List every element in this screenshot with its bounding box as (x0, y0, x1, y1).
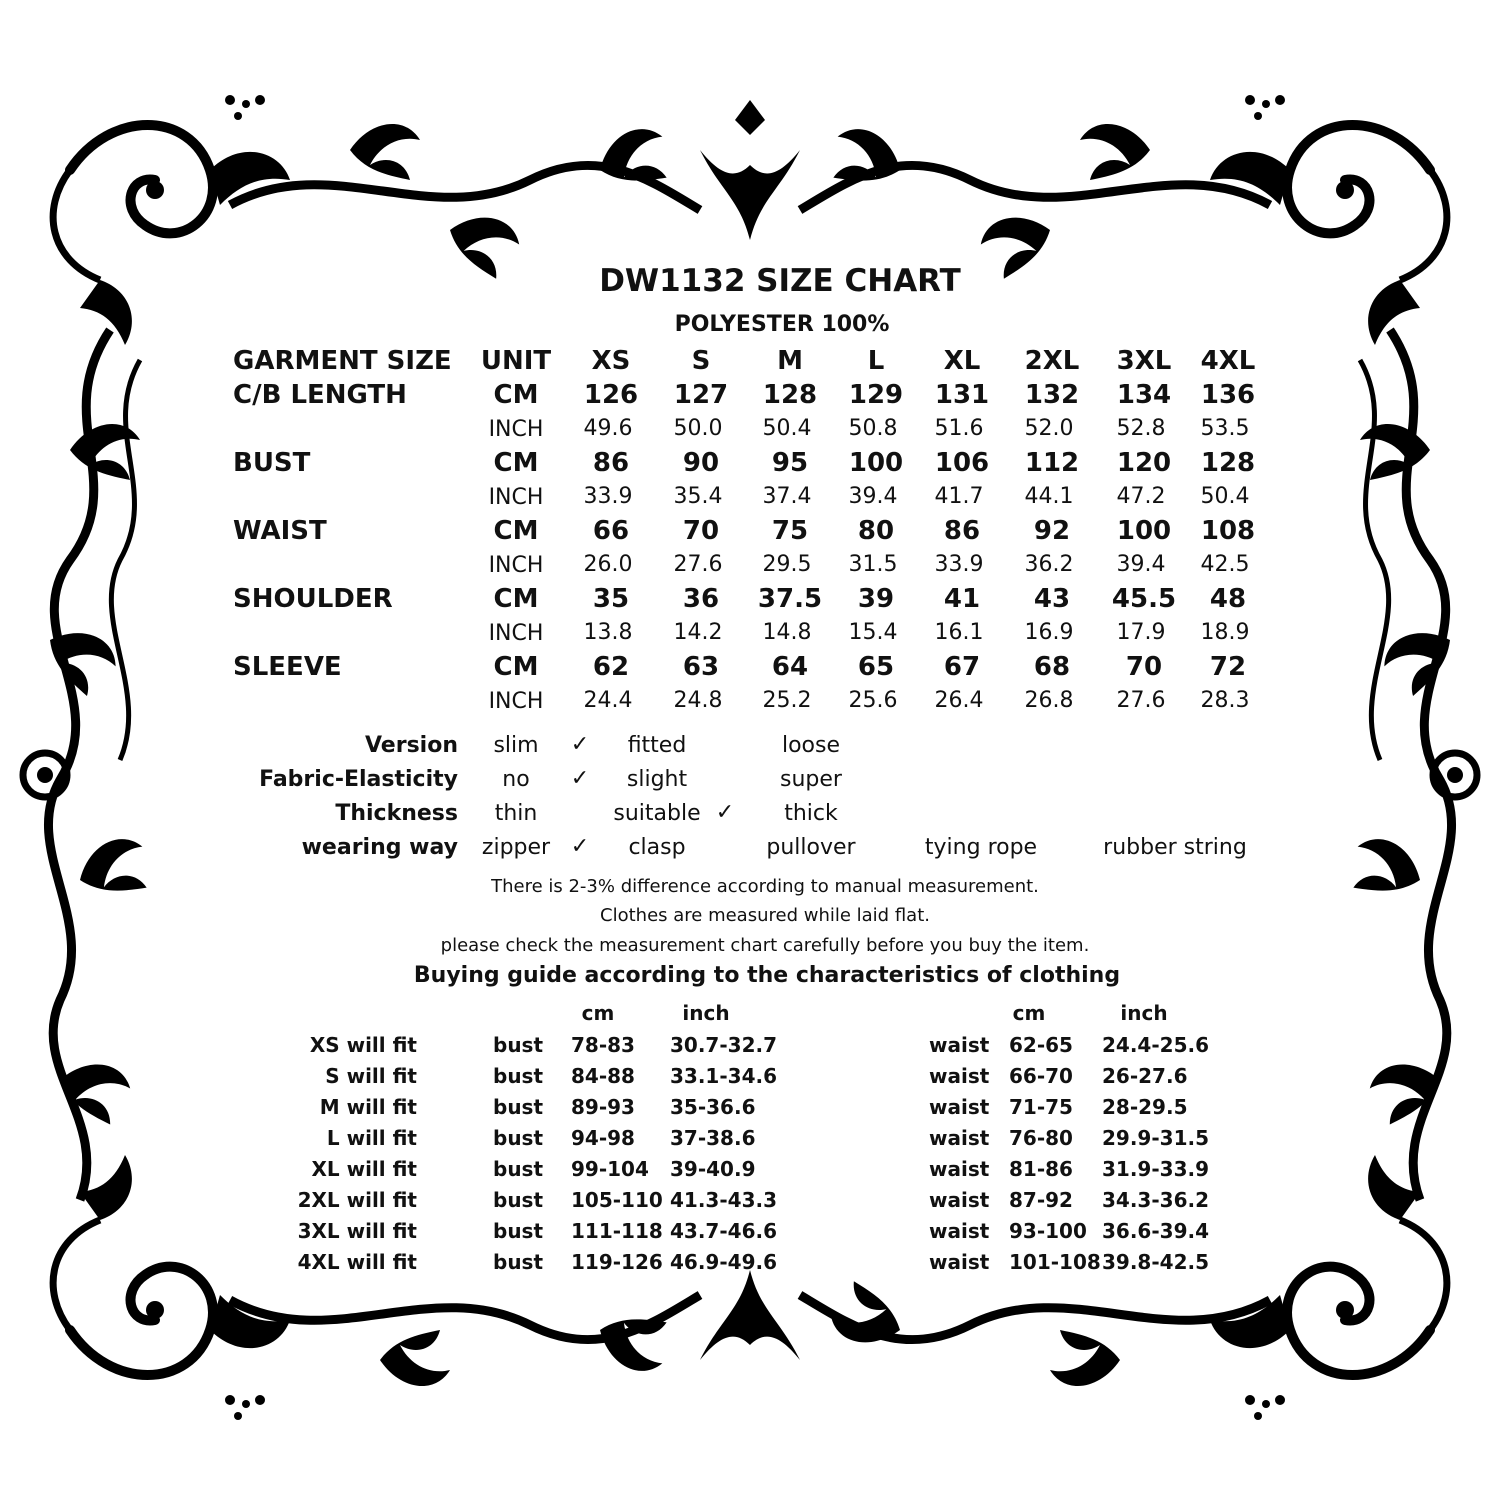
cm-value: 36 (682, 584, 720, 614)
inch-value: 36.2 (1024, 552, 1074, 577)
cm-value: 70 (1125, 652, 1163, 682)
cm-value: 70 (682, 516, 720, 546)
inch-value: 33.9 (934, 552, 984, 577)
size-col-header: 2XL (1024, 346, 1080, 376)
guide-bust-inch: 39-40.9 (670, 1157, 756, 1181)
inch-value: 52.0 (1024, 416, 1074, 441)
measure-label: BUST (233, 448, 311, 478)
inch-value: 47.2 (1116, 484, 1166, 509)
cm-value: 67 (943, 652, 981, 682)
cm-value: 112 (1024, 448, 1080, 478)
inch-value: 18.9 (1200, 620, 1250, 645)
guide-bust-inch: 37-38.6 (670, 1126, 756, 1150)
guide-bust-label: bust (493, 1126, 544, 1150)
guide-bust-cm: 119-126 (571, 1250, 663, 1274)
unit-inch: INCH (488, 417, 544, 442)
guide-size-label: XL will fit (311, 1157, 417, 1181)
guide-waist-inch: 29.9-31.5 (1102, 1126, 1209, 1150)
check-icon: ✓ (715, 800, 735, 825)
inch-value: 16.9 (1024, 620, 1074, 645)
cm-value: 100 (1116, 516, 1172, 546)
cm-value: 127 (673, 380, 729, 410)
inch-value: 26.0 (583, 552, 633, 577)
cm-value: 37.5 (757, 584, 823, 614)
inch-value: 24.4 (583, 688, 633, 713)
attribute-option: tying rope (924, 835, 1038, 860)
cm-value: 75 (771, 516, 809, 546)
guide-bust-inch: 43.7-46.6 (670, 1219, 777, 1243)
cm-value: 43 (1033, 584, 1071, 614)
attribute-option: suitable (613, 801, 701, 826)
attribute-option: thin (494, 801, 538, 826)
attribute-option: slim (493, 733, 539, 758)
guide-waist-label: waist (929, 1219, 990, 1243)
guide-waist-inch: 34.3-36.2 (1102, 1188, 1209, 1212)
cm-value: 128 (1200, 448, 1256, 478)
size-col-header: 4XL (1200, 346, 1256, 376)
guide-waist-cm: 76-80 (1009, 1126, 1073, 1150)
inch-value: 33.9 (583, 484, 633, 509)
inch-value: 26.8 (1024, 688, 1074, 713)
cm-value: 120 (1116, 448, 1172, 478)
cm-value: 134 (1116, 380, 1172, 410)
attribute-label: Fabric-Elasticity (259, 767, 458, 792)
guide-waist-inch: 24.4-25.6 (1102, 1033, 1209, 1057)
unit-cm: CM (493, 448, 539, 478)
size-col-header: XL (943, 346, 981, 376)
measure-label: WAIST (233, 516, 327, 546)
guide-bust-cm: 111-118 (571, 1219, 663, 1243)
guide-waist-cm: 93-100 (1009, 1219, 1087, 1243)
attribute-option: no (502, 767, 530, 792)
attribute-option: slight (626, 767, 688, 792)
note-line: Clothes are measured while laid flat. (600, 905, 930, 926)
guide-col-inch: inch (682, 1001, 730, 1025)
measure-label: C/B LENGTH (233, 380, 407, 410)
guide-size-label: 4XL will fit (297, 1250, 417, 1274)
guide-waist-label: waist (929, 1250, 990, 1274)
inch-value: 25.6 (848, 688, 898, 713)
attribute-label: Version (364, 733, 458, 758)
inch-value: 29.5 (762, 552, 812, 577)
unit-header: UNIT (480, 346, 552, 376)
cm-value: 86 (592, 448, 630, 478)
cm-value: 62 (592, 652, 630, 682)
guide-bust-label: bust (493, 1188, 544, 1212)
attribute-option: super (780, 767, 842, 792)
cm-value: 65 (857, 652, 895, 682)
attribute-label: wearing way (301, 835, 458, 860)
inch-value: 25.2 (762, 688, 812, 713)
inch-value: 51.6 (934, 416, 984, 441)
size-col-header: XS (591, 346, 631, 376)
cm-value: 129 (848, 380, 904, 410)
inch-value: 49.6 (583, 416, 633, 441)
attribute-option: fitted (627, 733, 687, 758)
guide-bust-cm: 84-88 (571, 1064, 635, 1088)
material-label: POLYESTER 100% (674, 312, 890, 337)
guide-waist-label: waist (929, 1188, 990, 1212)
cm-value: 35 (592, 584, 630, 614)
guide-size-label: M will fit (319, 1095, 417, 1119)
attribute-option: thick (784, 801, 838, 826)
inch-value: 24.8 (673, 688, 723, 713)
guide-waist-label: waist (929, 1157, 990, 1181)
unit-inch: INCH (488, 621, 544, 646)
guide-waist-label: waist (929, 1095, 990, 1119)
inch-value: 13.8 (583, 620, 633, 645)
guide-bust-inch: 46.9-49.6 (670, 1250, 777, 1274)
cm-value: 92 (1033, 516, 1071, 546)
guide-waist-cm: 101-108 (1009, 1250, 1101, 1274)
cm-value: 86 (943, 516, 981, 546)
guide-bust-cm: 99-104 (571, 1157, 649, 1181)
guide-bust-label: bust (493, 1219, 544, 1243)
inch-value: 39.4 (848, 484, 898, 509)
unit-inch: INCH (488, 553, 544, 578)
unit-cm: CM (493, 652, 539, 682)
inch-value: 31.5 (848, 552, 898, 577)
cm-value: 48 (1209, 584, 1247, 614)
guide-bust-cm: 89-93 (571, 1095, 635, 1119)
guide-waist-cm: 66-70 (1009, 1064, 1073, 1088)
note-line: please check the measurement chart carefully before you buy the item. (440, 935, 1090, 956)
unit-inch: INCH (488, 689, 544, 714)
guide-size-label: S will fit (325, 1064, 417, 1088)
guide-size-label: XS will fit (309, 1033, 417, 1057)
guide-col-inch: inch (1120, 1001, 1168, 1025)
guide-size-label: 2XL will fit (297, 1188, 417, 1212)
guide-bust-inch: 35-36.6 (670, 1095, 756, 1119)
inch-value: 28.3 (1200, 688, 1250, 713)
cm-value: 108 (1200, 516, 1256, 546)
attribute-option: zipper (481, 835, 551, 860)
guide-waist-inch: 26-27.6 (1102, 1064, 1188, 1088)
check-icon: ✓ (570, 732, 590, 757)
inch-value: 42.5 (1200, 552, 1250, 577)
inch-value: 52.8 (1116, 416, 1166, 441)
cm-value: 136 (1200, 380, 1256, 410)
guide-waist-cm: 71-75 (1009, 1095, 1073, 1119)
cm-value: 128 (762, 380, 818, 410)
guide-waist-label: waist (929, 1126, 990, 1150)
guide-waist-label: waist (929, 1064, 990, 1088)
inch-value: 35.4 (673, 484, 723, 509)
guide-col-cm: cm (1012, 1001, 1046, 1025)
guide-size-label: L will fit (326, 1126, 417, 1150)
inch-value: 37.4 (762, 484, 812, 509)
size-col-header: L (867, 346, 885, 376)
cm-value: 45.5 (1111, 584, 1177, 614)
attribute-label: Thickness (335, 801, 458, 826)
guide-waist-inch: 28-29.5 (1102, 1095, 1188, 1119)
guide-waist-inch: 39.8-42.5 (1102, 1250, 1209, 1274)
guide-size-label: 3XL will fit (297, 1219, 417, 1243)
cm-value: 39 (857, 584, 895, 614)
unit-cm: CM (493, 584, 539, 614)
guide-waist-label: waist (929, 1033, 990, 1057)
inch-value: 17.9 (1116, 620, 1166, 645)
unit-inch: INCH (488, 485, 544, 510)
guide-waist-inch: 36.6-39.4 (1102, 1219, 1209, 1243)
note-line: There is 2-3% difference according to manual measurement. (491, 876, 1039, 897)
cm-value: 64 (771, 652, 809, 682)
inch-value: 50.8 (848, 416, 898, 441)
guide-bust-cm: 94-98 (571, 1126, 635, 1150)
inch-value: 27.6 (1116, 688, 1166, 713)
size-col-header: 3XL (1116, 346, 1172, 376)
cm-value: 126 (583, 380, 639, 410)
inch-value: 50.0 (673, 416, 723, 441)
cm-value: 72 (1209, 652, 1247, 682)
guide-bust-cm: 78-83 (571, 1033, 635, 1057)
check-icon: ✓ (570, 834, 590, 859)
cm-value: 106 (934, 448, 990, 478)
guide-bust-label: bust (493, 1064, 544, 1088)
guide-bust-label: bust (493, 1095, 544, 1119)
guide-waist-cm: 81-86 (1009, 1157, 1073, 1181)
cm-value: 100 (848, 448, 904, 478)
inch-value: 50.4 (1200, 484, 1250, 509)
page-title: DW1132 SIZE CHART (599, 263, 961, 299)
cm-value: 68 (1033, 652, 1071, 682)
cm-value: 80 (857, 516, 895, 546)
size-header: GARMENT SIZE (233, 346, 452, 376)
cm-value: 132 (1024, 380, 1080, 410)
unit-cm: CM (493, 516, 539, 546)
measure-label: SHOULDER (233, 584, 393, 614)
guide-col-cm: cm (581, 1001, 615, 1025)
inch-value: 39.4 (1116, 552, 1166, 577)
cm-value: 131 (934, 380, 990, 410)
guide-bust-label: bust (493, 1250, 544, 1274)
cm-value: 66 (592, 516, 630, 546)
guide-bust-label: bust (493, 1033, 544, 1057)
guide-waist-cm: 87-92 (1009, 1188, 1073, 1212)
inch-value: 14.2 (673, 620, 723, 645)
inch-value: 50.4 (762, 416, 812, 441)
guide-bust-label: bust (493, 1157, 544, 1181)
attribute-option: loose (781, 733, 841, 758)
measure-label: SLEEVE (233, 652, 342, 682)
unit-cm: CM (493, 380, 539, 410)
cm-value: 41 (943, 584, 981, 614)
guide-bust-cm: 105-110 (571, 1188, 663, 1212)
size-col-header: M (777, 346, 803, 376)
inch-value: 53.5 (1200, 416, 1250, 441)
cm-value: 63 (682, 652, 720, 682)
guide-bust-inch: 41.3-43.3 (670, 1188, 777, 1212)
inch-value: 14.8 (762, 620, 812, 645)
inch-value: 44.1 (1024, 484, 1074, 509)
inch-value: 16.1 (934, 620, 984, 645)
guide-bust-inch: 33.1-34.6 (670, 1064, 777, 1088)
inch-value: 27.6 (673, 552, 723, 577)
attribute-option: rubber string (1103, 835, 1247, 860)
guide-bust-inch: 30.7-32.7 (670, 1033, 777, 1057)
guide-title: Buying guide according to the characteristics of clothing (413, 963, 1121, 988)
guide-waist-inch: 31.9-33.9 (1102, 1157, 1209, 1181)
cm-value: 95 (771, 448, 809, 478)
check-icon: ✓ (570, 766, 590, 791)
attribute-option: clasp (628, 835, 686, 860)
cm-value: 90 (682, 448, 720, 478)
inch-value: 41.7 (934, 484, 984, 509)
size-col-header: S (691, 346, 711, 376)
attribute-option: pullover (766, 835, 856, 860)
inch-value: 26.4 (934, 688, 984, 713)
guide-waist-cm: 62-65 (1009, 1033, 1073, 1057)
inch-value: 15.4 (848, 620, 898, 645)
